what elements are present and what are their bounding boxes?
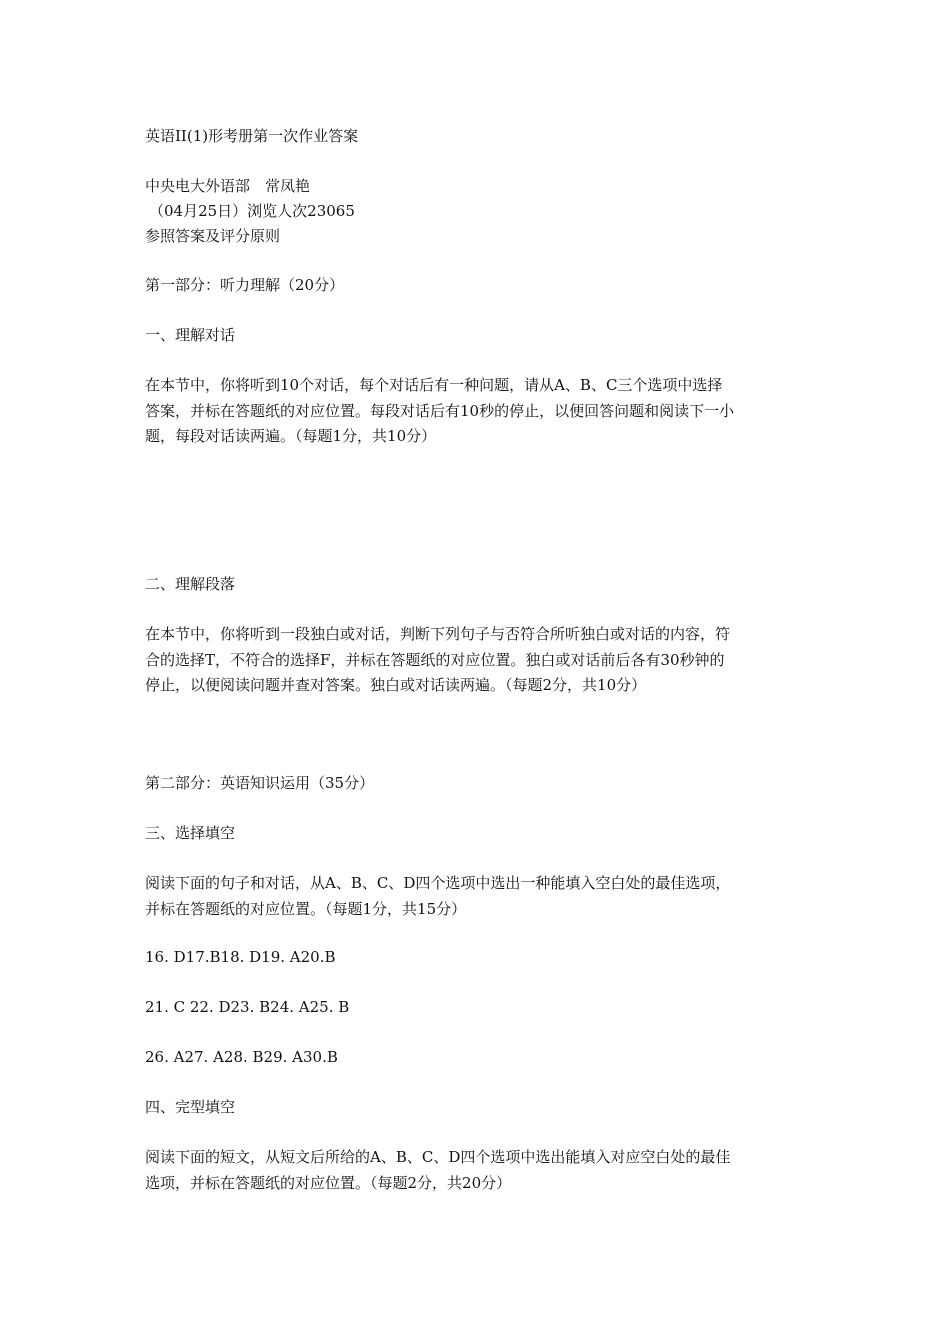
section4-instructions <box>145 1145 810 1196</box>
section3-line-2: 并标在答题纸的对应位置。（每题1分，共15分） <box>145 899 467 918</box>
section2-line-3: 停止，以便阅读问题并查对答案。独白或对话读两遍。（每题2分，共10分） <box>145 676 647 694</box>
section2-line-2: 合的选择T，不符合的选择F，并标在答题纸的对应位置。独白或对话前后各有30秒钟的 <box>145 650 725 669</box>
section3-instructions <box>145 871 810 922</box>
author-line: 中央电大外语部 常凤艳 <box>145 177 311 195</box>
part1-heading: 第一部分：听力理解（20分） <box>145 276 345 294</box>
document-title: 英语II(1)形考册第一次作业答案 <box>145 127 359 145</box>
section4-heading: 四、完型填空 <box>145 1098 236 1116</box>
section2-heading: 二、理解段落 <box>145 575 236 593</box>
section1-heading: 一、理解对话 <box>145 326 236 344</box>
section4-line-2: 选项，并标在答题纸的对应位置。（每题2分，共20分） <box>145 1173 512 1192</box>
section2-line-1: 在本节中，你将听到一段独白或对话，判断下列句子与否符合所听独白或对话的内容，符 <box>145 625 731 643</box>
document-subtitle: 参照答案及评分原则 <box>145 227 281 245</box>
part2-heading: 第二部分：英语知识运用（35分） <box>145 774 375 792</box>
section1-line-1: 在本节中，你将听到10个对话，每个对话后有一种问题，请从A、B、C三个选项中选择 <box>145 376 723 394</box>
date-views-line: （04月25日）浏览人次23065 <box>149 202 355 220</box>
section1-line-3: 题，每段对话读两遍。（每题1分，共10分） <box>145 427 437 445</box>
section1-instructions <box>145 373 810 450</box>
section3-line-1: 阅读下面的句子和对话，从A、B、C、D四个选项中选出一种能填入空白处的最佳选项， <box>145 874 731 892</box>
section2-instructions <box>145 622 810 699</box>
section4-line-1: 阅读下面的短文，从短文后所给的A、B、C、D四个选项中选出能填入对应空白处的最佳 <box>145 1148 731 1166</box>
answers-row-3: 26. A27. A28. B29. A30.B <box>145 1048 338 1066</box>
answers-row-1: 16. D17.B18. D19. A20.B <box>145 948 336 966</box>
answers-row-2: 21. C 22. D23. B24. A25. B <box>145 998 350 1016</box>
section1-line-2: 答案，并标在答题纸的对应位置。每段对话后有10秒的停止，以便回答问题和阅读下一小 <box>145 401 735 420</box>
section3-heading: 三、选择填空 <box>145 824 236 842</box>
